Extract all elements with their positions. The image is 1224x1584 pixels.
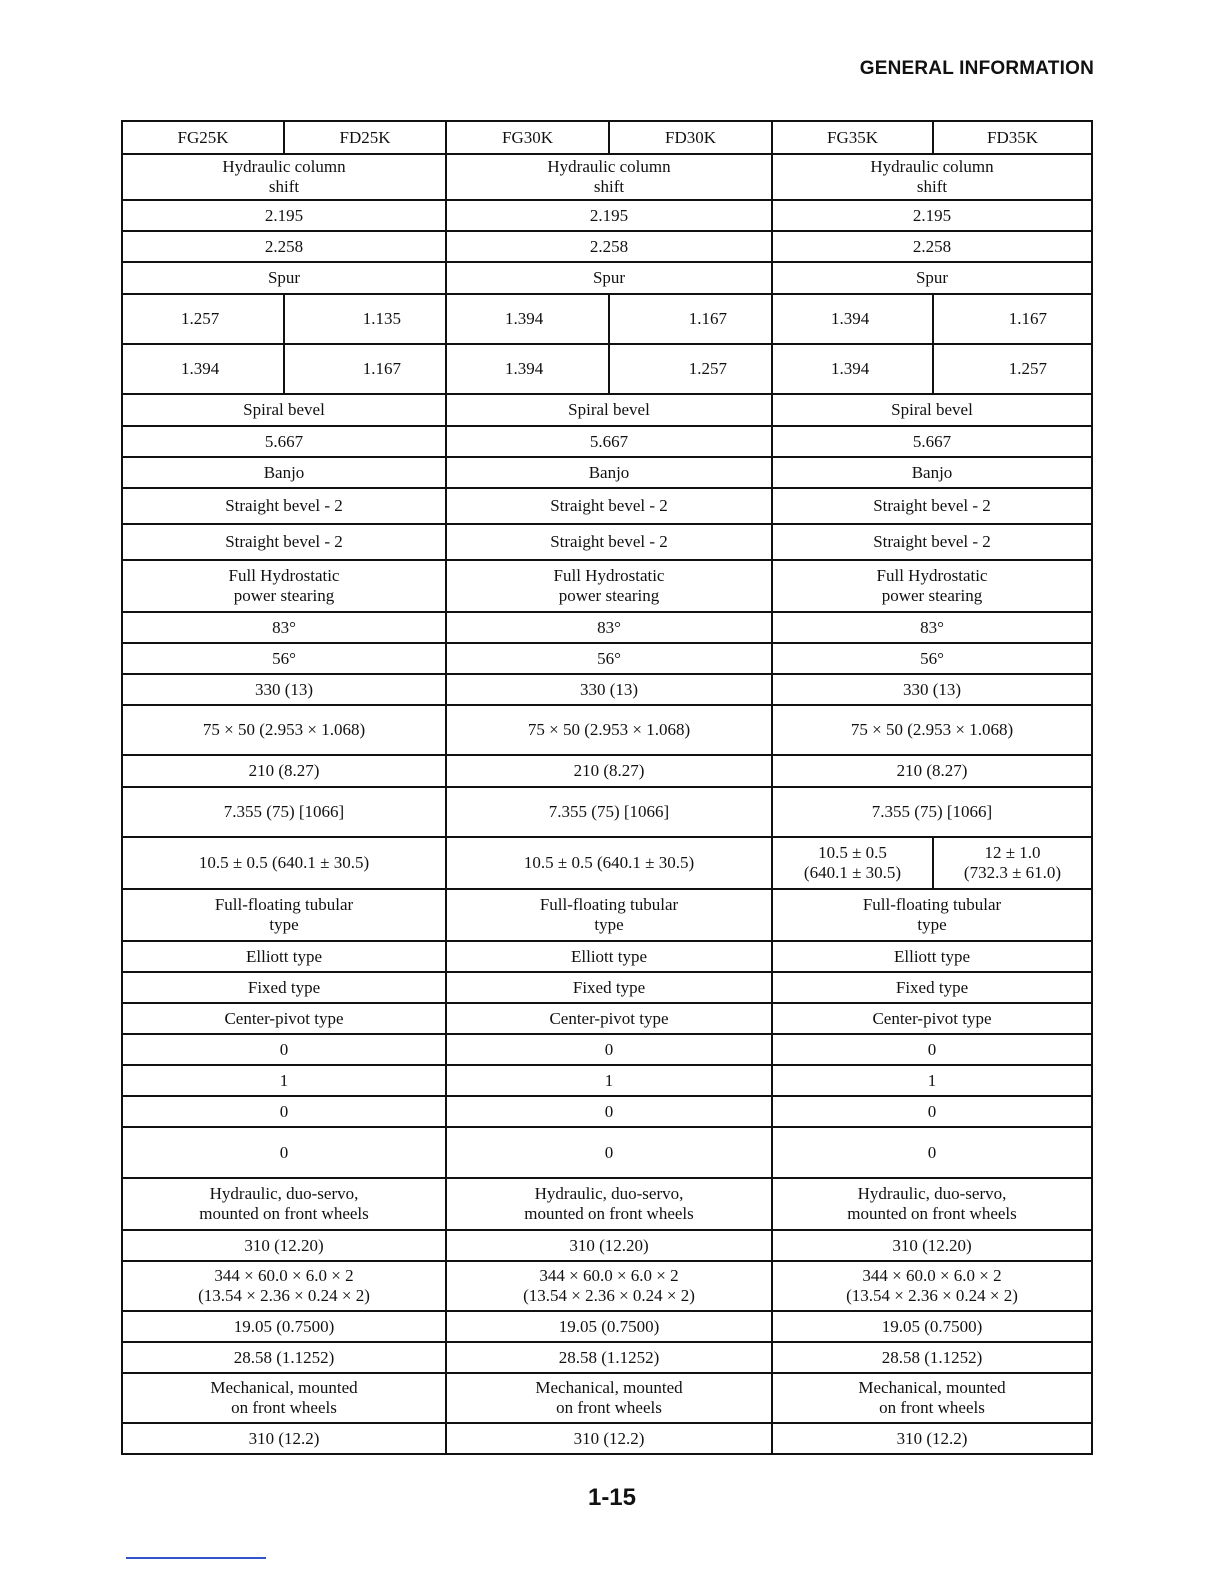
cell-line: Hydraulic column	[547, 157, 671, 176]
table-cell: FD35K	[933, 121, 1092, 154]
table-cell: Spur	[772, 262, 1092, 294]
cell-line: Full-floating tubular	[862, 895, 1002, 914]
table-cell: 0	[772, 1127, 1092, 1178]
table-cell: 310 (12.20)	[122, 1230, 446, 1261]
table-cell: 1.257	[609, 344, 772, 394]
table-cell: 310 (12.2)	[446, 1423, 772, 1454]
cell-line: (13.54 × 2.36 × 0.24 × 2)	[198, 1286, 370, 1305]
table-cell: 28.58 (1.1252)	[446, 1342, 772, 1373]
cell-line: mounted on front wheels	[847, 1204, 1017, 1223]
table-row	[122, 1230, 1092, 1261]
table-cell: FD25K	[284, 121, 446, 154]
table-cell	[772, 560, 1092, 612]
table-cell: Straight bevel - 2	[772, 524, 1092, 560]
table-cell: 310 (12.2)	[122, 1423, 446, 1454]
table-cell	[122, 889, 446, 941]
table-row	[122, 837, 1092, 889]
table-cell: 0	[446, 1034, 772, 1065]
cell-line: Mechanical, mounted	[535, 1378, 683, 1397]
table-cell: 1.394	[772, 344, 933, 394]
cell-line: shift	[268, 177, 300, 196]
table-cell: 7.355 (75) [1066]	[122, 787, 446, 837]
table-cell: 210 (8.27)	[122, 755, 446, 787]
table-cell: 1.135	[284, 294, 446, 344]
table-cell: 10.5 ± 0.5 (640.1 ± 30.5)	[446, 837, 772, 889]
table-cell	[772, 1261, 1092, 1311]
table-row	[122, 941, 1092, 972]
table-row	[122, 705, 1092, 755]
table-cell: 19.05 (0.7500)	[772, 1311, 1092, 1342]
table-cell: 310 (12.20)	[772, 1230, 1092, 1261]
cell-line: on front wheels	[231, 1398, 337, 1417]
table-cell: 7.355 (75) [1066]	[446, 787, 772, 837]
table-cell: Spiral bevel	[446, 394, 772, 426]
table-cell	[122, 1373, 446, 1423]
table-cell	[446, 154, 772, 200]
table-cell: 7.355 (75) [1066]	[772, 787, 1092, 837]
table-cell: Fixed type	[772, 972, 1092, 1003]
table-cell: Straight bevel - 2	[446, 524, 772, 560]
table-cell: 75 × 50 (2.953 × 1.068)	[122, 705, 446, 755]
cell-line: Mechanical, mounted	[858, 1378, 1006, 1397]
table-row	[122, 1342, 1092, 1373]
table-cell	[772, 837, 933, 889]
table-cell	[772, 154, 1092, 200]
table-cell: 83°	[122, 612, 446, 643]
cell-line: shift	[593, 177, 625, 196]
cell-line: (13.54 × 2.36 × 0.24 × 2)	[523, 1286, 695, 1305]
specification-table	[121, 120, 1093, 1455]
table-cell: 0	[772, 1034, 1092, 1065]
table-row	[122, 294, 1092, 344]
table-row	[122, 1127, 1092, 1178]
cell-line: mounted on front wheels	[199, 1204, 369, 1223]
table-cell: Fixed type	[446, 972, 772, 1003]
table-row	[122, 262, 1092, 294]
table-cell	[446, 1261, 772, 1311]
cell-line: Full-floating tubular	[214, 895, 354, 914]
table-row	[122, 643, 1092, 674]
table-cell: 1.394	[446, 344, 609, 394]
table-row	[122, 524, 1092, 560]
table-cell: 56°	[772, 643, 1092, 674]
cell-line: Mechanical, mounted	[210, 1378, 358, 1397]
cell-line: power stearing	[233, 586, 335, 605]
table-cell: 2.195	[772, 200, 1092, 231]
cell-line: shift	[916, 177, 948, 196]
cell-line: Full-floating tubular	[539, 895, 679, 914]
table-cell	[772, 1373, 1092, 1423]
table-cell: 1.394	[446, 294, 609, 344]
table-row	[122, 394, 1092, 426]
cell-line: on front wheels	[879, 1398, 985, 1417]
table-row	[122, 121, 1092, 154]
table-cell: 5.667	[446, 426, 772, 457]
table-cell: 19.05 (0.7500)	[446, 1311, 772, 1342]
table-cell: 1	[122, 1065, 446, 1096]
blue-underline-mark	[126, 1557, 266, 1559]
table-cell: 0	[446, 1096, 772, 1127]
table-cell: 0	[122, 1127, 446, 1178]
table-cell: 1	[772, 1065, 1092, 1096]
table-row	[122, 1261, 1092, 1311]
table-cell: 1.167	[609, 294, 772, 344]
table-cell: Spur	[122, 262, 446, 294]
cell-line: type	[594, 915, 624, 934]
cell-line: Full Hydrostatic	[228, 566, 340, 585]
cell-line: 344 × 60.0 × 6.0 × 2	[214, 1266, 354, 1285]
table-cell: 5.667	[772, 426, 1092, 457]
table-cell: 0	[772, 1096, 1092, 1127]
table-cell: Elliott type	[772, 941, 1092, 972]
table-cell: 83°	[772, 612, 1092, 643]
table-cell: Center-pivot type	[122, 1003, 446, 1034]
table-row	[122, 674, 1092, 705]
table-cell: FG30K	[446, 121, 609, 154]
section-title: GENERAL INFORMATION	[859, 58, 1094, 79]
table-cell: Straight bevel - 2	[772, 488, 1092, 524]
table-cell: 10.5 ± 0.5 (640.1 ± 30.5)	[122, 837, 446, 889]
table-row	[122, 344, 1092, 394]
table-cell: Spiral bevel	[772, 394, 1092, 426]
table-cell: 2.258	[772, 231, 1092, 262]
table-cell	[122, 1261, 446, 1311]
table-row	[122, 612, 1092, 643]
table-row	[122, 1373, 1092, 1423]
table-cell: Straight bevel - 2	[446, 488, 772, 524]
table-cell: Fixed type	[122, 972, 446, 1003]
table-cell: 330 (13)	[772, 674, 1092, 705]
table-row	[122, 1096, 1092, 1127]
cell-line: Hydraulic column	[222, 157, 346, 176]
table-row	[122, 1003, 1092, 1034]
table-cell: Straight bevel - 2	[122, 524, 446, 560]
cell-line: Hydraulic, duo-servo,	[534, 1184, 684, 1203]
table-cell: FG25K	[122, 121, 284, 154]
cell-line: (13.54 × 2.36 × 0.24 × 2)	[846, 1286, 1018, 1305]
cell-line: power stearing	[558, 586, 660, 605]
table-row	[122, 426, 1092, 457]
table-cell	[446, 1178, 772, 1230]
table-cell: Elliott type	[446, 941, 772, 972]
cell-line: Full Hydrostatic	[553, 566, 665, 585]
table-row	[122, 1311, 1092, 1342]
table-cell: 1.394	[772, 294, 933, 344]
table-cell: 0	[446, 1127, 772, 1178]
table-cell: Straight bevel - 2	[122, 488, 446, 524]
table-cell: 56°	[122, 643, 446, 674]
table-cell: 1.257	[933, 344, 1092, 394]
cell-line: Full Hydrostatic	[876, 566, 988, 585]
table-cell: 2.195	[122, 200, 446, 231]
table-row	[122, 560, 1092, 612]
table-cell	[446, 1373, 772, 1423]
table-cell: Elliott type	[122, 941, 446, 972]
table-cell: 2.258	[446, 231, 772, 262]
table-cell: 2.195	[446, 200, 772, 231]
table-cell	[772, 1178, 1092, 1230]
table-row	[122, 755, 1092, 787]
table-cell: FG35K	[772, 121, 933, 154]
table-cell	[933, 837, 1092, 889]
table-cell: 330 (13)	[446, 674, 772, 705]
table-row	[122, 889, 1092, 941]
table-row	[122, 1178, 1092, 1230]
table-row	[122, 787, 1092, 837]
table-cell	[122, 154, 446, 200]
table-cell: 1.167	[933, 294, 1092, 344]
cell-line: Hydraulic column	[870, 157, 994, 176]
table-cell: 1	[446, 1065, 772, 1096]
table-cell: 0	[122, 1096, 446, 1127]
page-number: 1-15	[587, 1484, 637, 1511]
table-cell: 210 (8.27)	[772, 755, 1092, 787]
table-cell	[772, 889, 1092, 941]
cell-line: Hydraulic, duo-servo,	[209, 1184, 359, 1203]
table-row	[122, 457, 1092, 488]
cell-line: 12 ± 1.0	[984, 843, 1041, 862]
table-cell: FD30K	[609, 121, 772, 154]
cell-line: mounted on front wheels	[524, 1204, 694, 1223]
table-row	[122, 1065, 1092, 1096]
cell-line: 344 × 60.0 × 6.0 × 2	[862, 1266, 1002, 1285]
table-cell: Center-pivot type	[772, 1003, 1092, 1034]
table-row	[122, 231, 1092, 262]
cell-line: type	[269, 915, 299, 934]
table-cell: 28.58 (1.1252)	[772, 1342, 1092, 1373]
table-row	[122, 488, 1092, 524]
cell-line: (640.1 ± 30.5)	[803, 863, 902, 882]
table-cell: 1.257	[122, 294, 284, 344]
table-cell	[122, 560, 446, 612]
table-cell: Banjo	[772, 457, 1092, 488]
table-cell: Banjo	[122, 457, 446, 488]
table-cell	[122, 1178, 446, 1230]
table-cell: 75 × 50 (2.953 × 1.068)	[446, 705, 772, 755]
table-cell: 1.167	[284, 344, 446, 394]
table-cell	[446, 560, 772, 612]
table-cell: 19.05 (0.7500)	[122, 1311, 446, 1342]
table-cell: 310 (12.2)	[772, 1423, 1092, 1454]
table-cell: Center-pivot type	[446, 1003, 772, 1034]
table-cell: 1.394	[122, 344, 284, 394]
table-row	[122, 154, 1092, 200]
table-row	[122, 1423, 1092, 1454]
table-cell: 75 × 50 (2.953 × 1.068)	[772, 705, 1092, 755]
cell-line: 344 × 60.0 × 6.0 × 2	[539, 1266, 679, 1285]
cell-line: Hydraulic, duo-servo,	[857, 1184, 1007, 1203]
cell-line: power stearing	[881, 586, 983, 605]
table-cell: 0	[122, 1034, 446, 1065]
table-cell: 210 (8.27)	[446, 755, 772, 787]
table-row	[122, 200, 1092, 231]
table-cell: 310 (12.20)	[446, 1230, 772, 1261]
table-cell: 83°	[446, 612, 772, 643]
cell-line: on front wheels	[556, 1398, 662, 1417]
table-cell: Banjo	[446, 457, 772, 488]
table-cell: 56°	[446, 643, 772, 674]
table-cell: 330 (13)	[122, 674, 446, 705]
table-cell: 2.258	[122, 231, 446, 262]
cell-line: (732.3 ± 61.0)	[963, 863, 1062, 882]
cell-line: 10.5 ± 0.5	[818, 843, 887, 862]
table-cell: 28.58 (1.1252)	[122, 1342, 446, 1373]
table-row	[122, 1034, 1092, 1065]
table-row	[122, 972, 1092, 1003]
cell-line: type	[917, 915, 947, 934]
table-cell	[446, 889, 772, 941]
table-cell: 5.667	[122, 426, 446, 457]
table-cell: Spur	[446, 262, 772, 294]
table-cell: Spiral bevel	[122, 394, 446, 426]
